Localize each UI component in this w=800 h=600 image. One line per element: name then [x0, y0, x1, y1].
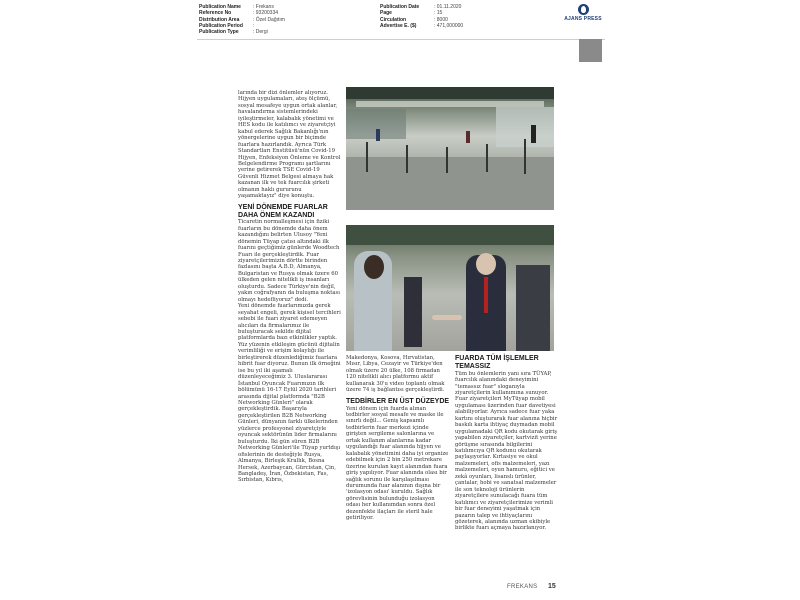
article-column-3 — [455, 355, 558, 532]
visitors-greeting-photo — [346, 225, 554, 351]
meta-key: Publication Type — [199, 29, 239, 36]
body-paragraph: Makedonya, Kosova, Hırvatistan, Mısır, Libya, Cezayir ve Türkiye'den olmak üzere 20 ülke, 108 firmadan 120 nitelikli alıcı platformu aktif kullanarak 30'u video toplantı olmak üzere 74 iş bağlantısı gerçekleştirdi. — [346, 355, 445, 394]
page-marker-box — [579, 39, 602, 62]
section-heading: TEDBİRLER EN ÜST DÜZEYDE — [346, 397, 450, 405]
meta-key: Advertise E. ($) — [380, 22, 417, 29]
meta-value: : 15 — [434, 10, 443, 17]
meta-value: : — [253, 22, 255, 29]
meta-key: Distribution Area — [199, 16, 240, 23]
meta-value: : Frekans — [253, 4, 274, 10]
meta-key: Page — [380, 10, 392, 17]
meta-key: Publication Name — [199, 4, 241, 10]
body-paragraph: Tüm bu önlemlerin yanı sıra TÜYAP, fuarcılık alanındaki deneyimini "temassız fuar" sloganıyla ziyaretçilerin kullanımına sunuyor. Fuar ziyaretçileri MyTüyap mobil uygulaması üzerinden fuar davetiyesi alabiliyorlar. Ayrıca sadece fuar yaka kartını oluşturarak fuar alanına hiçbir baskılı karta ihtiyaç duymadan mobil uygulamadaki QR kodu okutarak giriş yapabilen ziyaretçiler, kartvizit yerine görüşme sırasında bilgilerini katılımcıya QR kodunu okutarak paylaşıyorlar. Kırtasiye ve okul malzemeleri, ofis malzemeleri, yazı malzemeleri, oyun hamuru, eğitici ve zekâ oyunları, lisanslı ürünler, çantalar, hobi ve sanatsal malzemeler ile son teknoloji ürünlerin ziyaretçilere sunulacağı fuara tüm katılımcı ve ziyaretçilerimize verimli bir fuar deneyimi yaşatmak için pazarın talep ve ihtiyaçlarını gözeterek, alanında uzman ekibiyle birlikte fuarı açmaya hazırlanıyor. — [455, 370, 558, 532]
meta-row — [380, 23, 463, 29]
meta-value: : 471,000000 — [434, 22, 464, 29]
meta-value: : 93200334 — [253, 10, 279, 17]
logo-text: AJANS PRESS — [564, 16, 602, 22]
header-divider — [197, 39, 605, 40]
exhibition-hall-photo — [346, 87, 554, 210]
body-paragraph: Yeni dönemde fuarlarımızda gerek seyahat engeli, gerek kişisel tercihleri sebebi ile fuarı ziyaret edemeyen alıcıları da firmalarımız ile buluşturacak sekilde dijital platformlarda bazı etkinlikler yaptık. Yüz yüzenin etkileşim gücünü dijitalin verimliliği ve erişim kolaylığı ile birleştirerek düzenlediğimiz fuarlara hibrit fuar diyoruz. Bunun ilk örneğini ise bu yıl iki aşamalı düzenleyeceğimiz 3. Uluslararası İstanbul Oyuncak Fuarımızın ilk bölümünü 16-17 Eylül 2020 tarihleri arasında dijital platformda "B2B Networking Günleri" olarak gerçekleştirdik. Başarıyla gerçekleştirilen B2B Networking Günleri, dünyanın farklı ülkelerinden yüzlerce profesyonel ziyaretçiyle oyuncak sektörünün lider firmalarını buluşturdu. İki gün süren B2B Networking Günleri'ile Tüyap yurtdışı ofislerinin de desteğiyle Rusya, Almanya, Birleşik Krallık, Bosna Hersek, Azerbaycan, Gürcistan, Çin, Bangladeş, İran, Özbekistan, Fas, Sırbistan, Kıbrıs, — [238, 303, 341, 484]
section-heading: YENİ DÖNEMDE FUARLAR DAHA ÖNEM KAZANDI — [238, 203, 328, 219]
ajans-press-logo-icon — [578, 4, 589, 15]
article-column-1 — [238, 90, 341, 484]
meta-key: Publication Period — [199, 22, 243, 29]
meta-key: Circulation — [380, 16, 407, 23]
meta-key: Reference No — [199, 10, 232, 17]
body-paragraph: larında bir dizi önlemler alıyoruz. Hijyen uygulamaları, ateş ölçümü, sosyal mesafeye uygun ortak alanlar, havalandırma sistemlerindeki iyileştirmeler, kalabalık yönetimi ve HES kodu ile katılımcı ve ziyaretçiyi kabul ederek Sağlık Bakanlığı'nın yönergelerine uygun bir biçimde fuarlara hazırlandık. Ayrıca Türk Standartları Enstitüsü'nün Covid-19 Hijyen, Enfeksiyon Önleme ve Kontrol Belgelendirme Programı şartlarını yerine getirerek TSE Covid-19 Güvenli Hizmet Belgesi almaya hak kazanan ilk ve tek fuarcılık şirketi olmanın haklı gururunu yaşamaktayız" diye konuştu. — [238, 90, 341, 200]
article-column-2 — [346, 355, 450, 522]
body-paragraph: Ticaretin normalleşmesi için fiziki fuarların bu dönemde daha önem kazandığını belirten Ulusoy "Yeni dönemin Tüyap çatısı altındaki ilk fuarını geçtiğimiz günlerde Woodtech Fuarı ile gerçekleştirdik. Fuar ziyaretçilerimizin dörtte birinden fazlasını başta A.B.D, Almanya, Bulgaristan ve Rusya olmak üzere 60 ülkeden gelen nitelikli iş insanları oluşturdu. Sadece Türkiye'nin değil, yakın coğrafyanın da buluşma noktası olmayı hedefliyoruz" dedi. — [238, 219, 340, 303]
section-heading: FUARDA TÜM İŞLEMLER TEMASSIZ — [455, 355, 539, 370]
magazine-brand: FREKANS — [507, 584, 538, 590]
meta-key: Publication Date — [380, 4, 420, 10]
publication-meta-left — [199, 4, 285, 35]
body-paragraph: Yeni dönem için fuarda alınan tedbirler sosyal mesafe ve maske ile sınırlı değil... Geniş kapsamlı tedbirlerin fuar merkezi içinde girişten sergileme salonlarına ve ortak kullanım alanlarına kadar uygulandığı fuar alanında hijyen ve kalabalık yönetimini daha iyi organize edebilmek için 2 bin 250 metrekare üzerine kurulan kayıt alanından fuara giriş yapılıyor. Fuar alanında olası bir sağlık sorunu ile karşılaşılması durumunda fuar alanının dışına bir 'izolasyon odası' kuruldu. Sağlık görevlisinin bulunduğu izolasyon odası her kullanımdan sonra özel dezenfekte ilaçları ile steril hale getiriliyor. — [346, 405, 449, 522]
meta-value: : 01.11.2020 — [434, 4, 462, 10]
meta-value: : Dergi — [253, 29, 268, 36]
meta-value: : 8000 — [434, 16, 448, 23]
meta-value: : Özel Dağıtım — [253, 16, 285, 23]
meta-row — [199, 29, 285, 35]
publication-meta-right — [380, 4, 463, 29]
page-number: 15 — [548, 583, 556, 590]
ajans-press-logo — [560, 4, 606, 22]
